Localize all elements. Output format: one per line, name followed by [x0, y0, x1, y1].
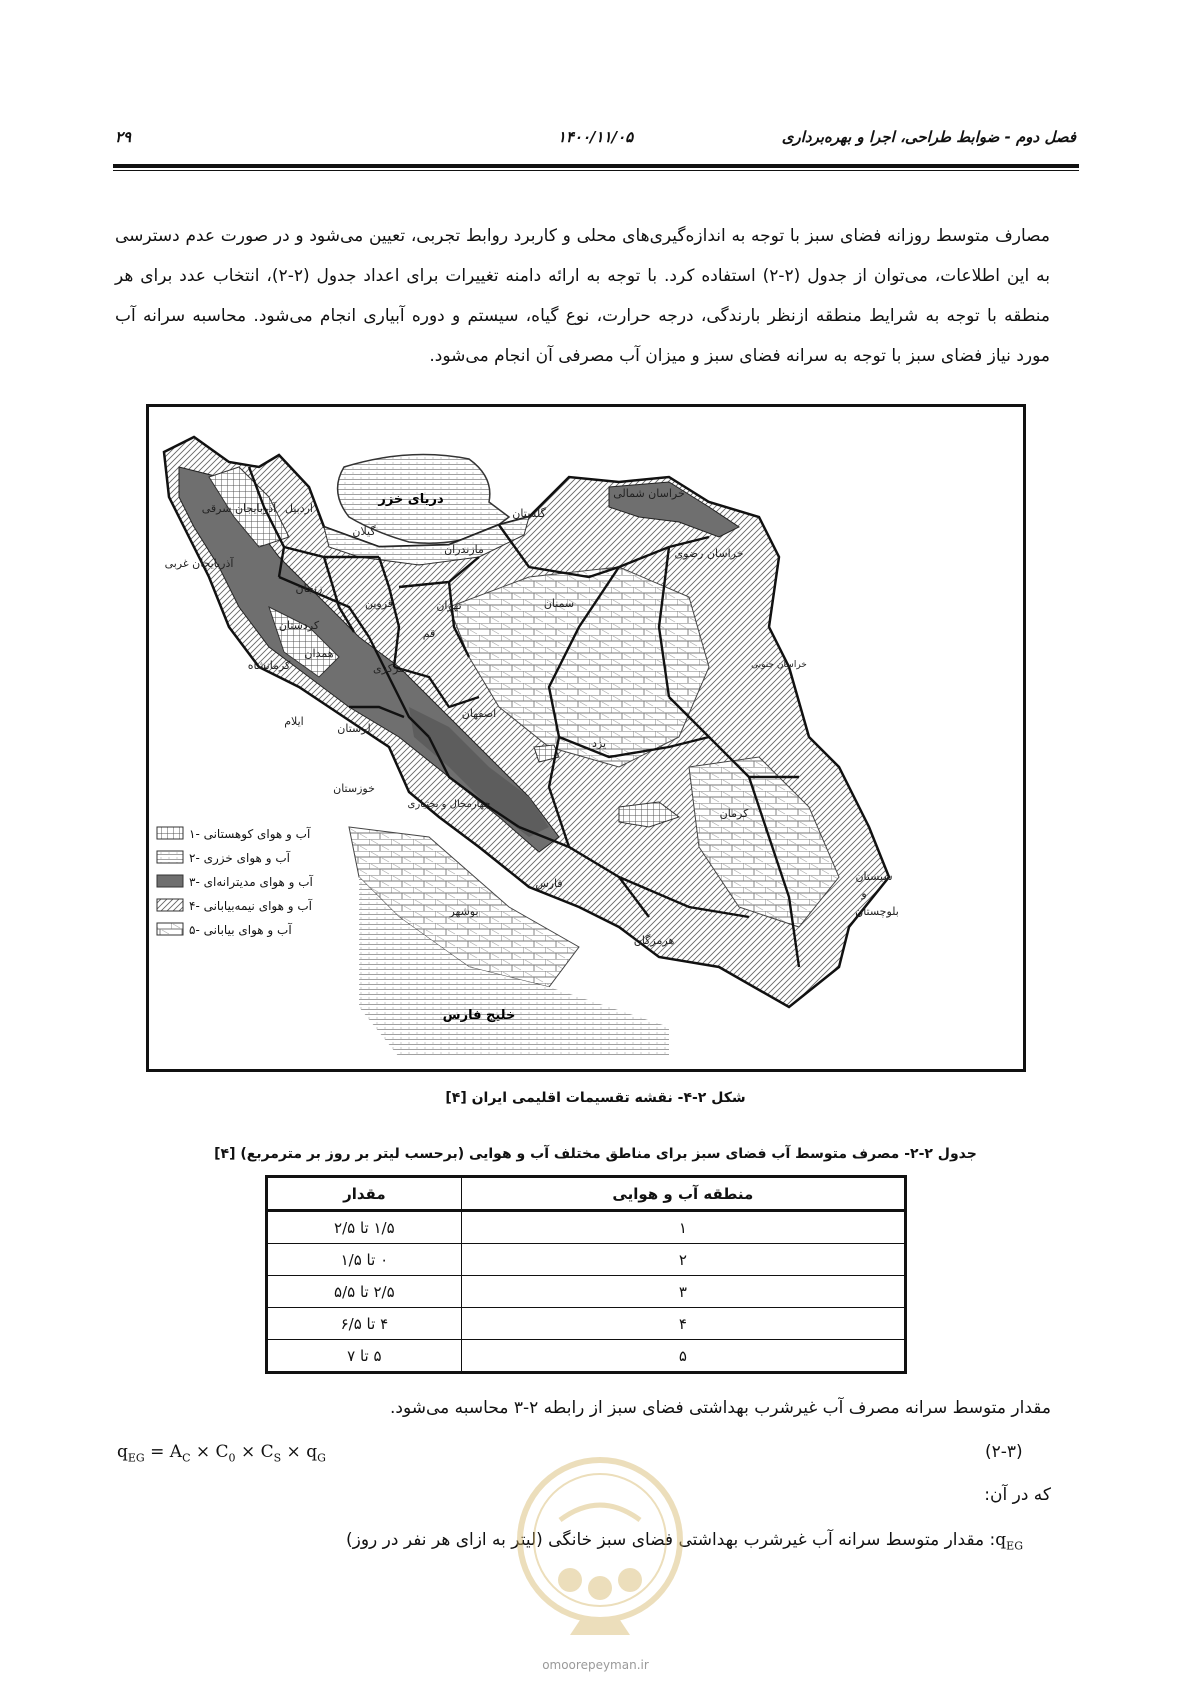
definition-symbol: $q_{EG}$ — [995, 1530, 1023, 1553]
table-row — [267, 1211, 906, 1244]
legend-label-caspian: ۲- آب و هوای خزری — [189, 851, 290, 865]
cell-amount: ۲/۵ تا ۵/۵ — [267, 1276, 462, 1308]
cell-amount: ۱/۵ تا ۲/۵ — [267, 1211, 462, 1244]
iran-climate-map — [149, 407, 1023, 1069]
svg-text:چهارمحال و بختیاری: چهارمحال و بختیاری — [407, 799, 491, 810]
svg-text:آذربایجان غربی: آذربایجان غربی — [164, 557, 234, 570]
definition-text: : مقدار متوسط سرانه آب غیرشرب بهداشتی فضای سبز خانگی (لیتر به ازای هر نفر در روز) — [345, 1530, 996, 1550]
table-row — [267, 1276, 906, 1308]
map-legend — [157, 826, 314, 938]
table-caption: جدول ۲-۲- مصرف متوسط آب فضای سبز برای مناطق مختلف آب و هوایی (برحسب لیتر بر روز بر مترمربع) [۴] — [214, 1146, 977, 1162]
svg-text:لرستان: لرستان — [337, 722, 371, 735]
table-header-row — [267, 1177, 906, 1211]
svg-text:زنجان: زنجان — [295, 582, 323, 595]
page-number: ۲۹ — [115, 128, 132, 146]
watermark-url: omoorepeyman.ir — [542, 1658, 649, 1672]
svg-text:آذربایجان شرقی: آذربایجان شرقی — [201, 502, 277, 515]
svg-text:فارس: فارس — [535, 877, 563, 890]
legend-label-semi-desert: ۴- آب و هوای نیمه‌بیابانی — [189, 899, 313, 913]
persian-gulf-label: خلیج فارس — [442, 1008, 516, 1023]
figure-caption: شکل ۲-۴- نقشه تقسیمات اقلیمی ایران [۴] — [445, 1090, 746, 1106]
caspian-sea-label: دریای خزر — [378, 492, 444, 507]
svg-text:بوشهر: بوشهر — [449, 905, 479, 918]
header-climate-zone: منطقه آب و هوایی — [461, 1177, 905, 1211]
document-date: ۱۴۰۰/۱۱/۰۵ — [557, 128, 634, 146]
cell-zone: ۴ — [461, 1308, 905, 1340]
legend-swatch-mediterranean — [157, 875, 183, 887]
cell-amount: ۰ تا ۱/۵ — [267, 1244, 462, 1276]
intro-paragraph: مصارف متوسط روزانه فضای سبز با توجه به اندازه‌گیری‌های محلی و کاربرد روابط تجربی، تعیین می‌شود و در صورت عدم دسترسی به این اطلاعات، می‌توان از جدول (۲-۲) استفاده کرد. با توجه به ارائه دامنه تغییرات برای اعداد جدول (۲-۲)، انتخاب عدد برای هر منطقه با توجه به شرایط منطقه ازنظر بارندگی، درجه حرارت، نوع گیاه، سیستم و دوره آبیاری انجام می‌شود. محاسبه سرانه آب مورد نیاز فضای سبز با توجه به سرانه فضای سبز و میزان آب مصرفی آن انجام می‌شود. — [115, 226, 1051, 366]
cell-zone: ۵ — [461, 1340, 905, 1373]
where-text: که در آن: — [984, 1485, 1051, 1505]
climate-map-figure — [146, 404, 1026, 1072]
header-amount: مقدار — [267, 1177, 462, 1211]
equation-formula: $q_{EG} = A_C \times C_0 \times C_S \times q_G$ — [117, 1442, 326, 1465]
svg-text:و: و — [861, 887, 867, 900]
svg-text:اردبیل: اردبیل — [285, 502, 313, 515]
svg-text:کردستان: کردستان — [278, 619, 320, 632]
legend-swatch-caspian — [157, 851, 183, 863]
svg-text:یزد: یزد — [591, 737, 607, 750]
cell-zone: ۳ — [461, 1276, 905, 1308]
svg-text:همدان: همدان — [304, 647, 334, 660]
svg-text:قزوین: قزوین — [364, 597, 394, 610]
svg-text:گلستان: گلستان — [512, 507, 546, 520]
watermark-seal-icon — [510, 1450, 690, 1650]
svg-text:ایلام: ایلام — [284, 715, 304, 728]
svg-text:اصفهان: اصفهان — [461, 707, 497, 720]
equation-number: (۲-۳) — [985, 1442, 1023, 1462]
svg-text:قم: قم — [422, 627, 436, 640]
svg-text:خراسان رضوی: خراسان رضوی — [674, 547, 744, 560]
svg-text:گیلان: گیلان — [352, 525, 376, 538]
cell-amount: ۴ تا ۶/۵ — [267, 1308, 462, 1340]
cell-zone: ۲ — [461, 1244, 905, 1276]
cell-zone: ۱ — [461, 1211, 905, 1244]
header-rule-thick — [113, 164, 1079, 168]
legend-swatch-mountain — [157, 827, 183, 839]
svg-text:خراسان جنوبی: خراسان جنوبی — [751, 660, 807, 670]
legend-swatch-desert — [157, 923, 183, 935]
svg-text:سیستان: سیستان — [855, 870, 893, 883]
svg-text:سمنان: سمنان — [543, 597, 575, 610]
cell-amount: ۵ تا ۷ — [267, 1340, 462, 1373]
legend-label-mountain: ۱- آب و هوای کوهستانی — [189, 827, 311, 841]
svg-text:خوزستان: خوزستان — [333, 782, 375, 795]
legend-label-desert: ۵- آب و هوای بیابانی — [189, 923, 292, 937]
svg-text:هرمزگان: هرمزگان — [633, 934, 675, 947]
climate-water-table — [265, 1175, 907, 1374]
legend-label-mediterranean: ۳- آب و هوای مدیترانه‌ای — [189, 875, 313, 889]
svg-text:تهران: تهران — [436, 599, 462, 612]
table-row — [267, 1308, 906, 1340]
table-row — [267, 1340, 906, 1373]
after-table-text: مقدار متوسط سرانه مصرف آب غیرشرب بهداشتی فضای سبز از رابطه ۲-۳ محاسبه می‌شود. — [390, 1398, 1051, 1418]
chapter-title: فصل دوم - ضوابط طراحی، اجرا و بهره‌برداری — [781, 128, 1076, 146]
svg-text:مرکزی: مرکزی — [373, 662, 405, 675]
svg-text:بلوچستان: بلوچستان — [855, 905, 899, 918]
svg-text:کرمان: کرمان — [719, 807, 749, 820]
legend-swatch-semi-desert — [157, 899, 183, 911]
header-rule-thin — [113, 170, 1079, 171]
table-row — [267, 1244, 906, 1276]
svg-text:مازندران: مازندران — [444, 543, 484, 556]
svg-text:خراسان شمالی: خراسان شمالی — [613, 487, 685, 500]
svg-text:کرمانشاه: کرمانشاه — [247, 659, 291, 672]
